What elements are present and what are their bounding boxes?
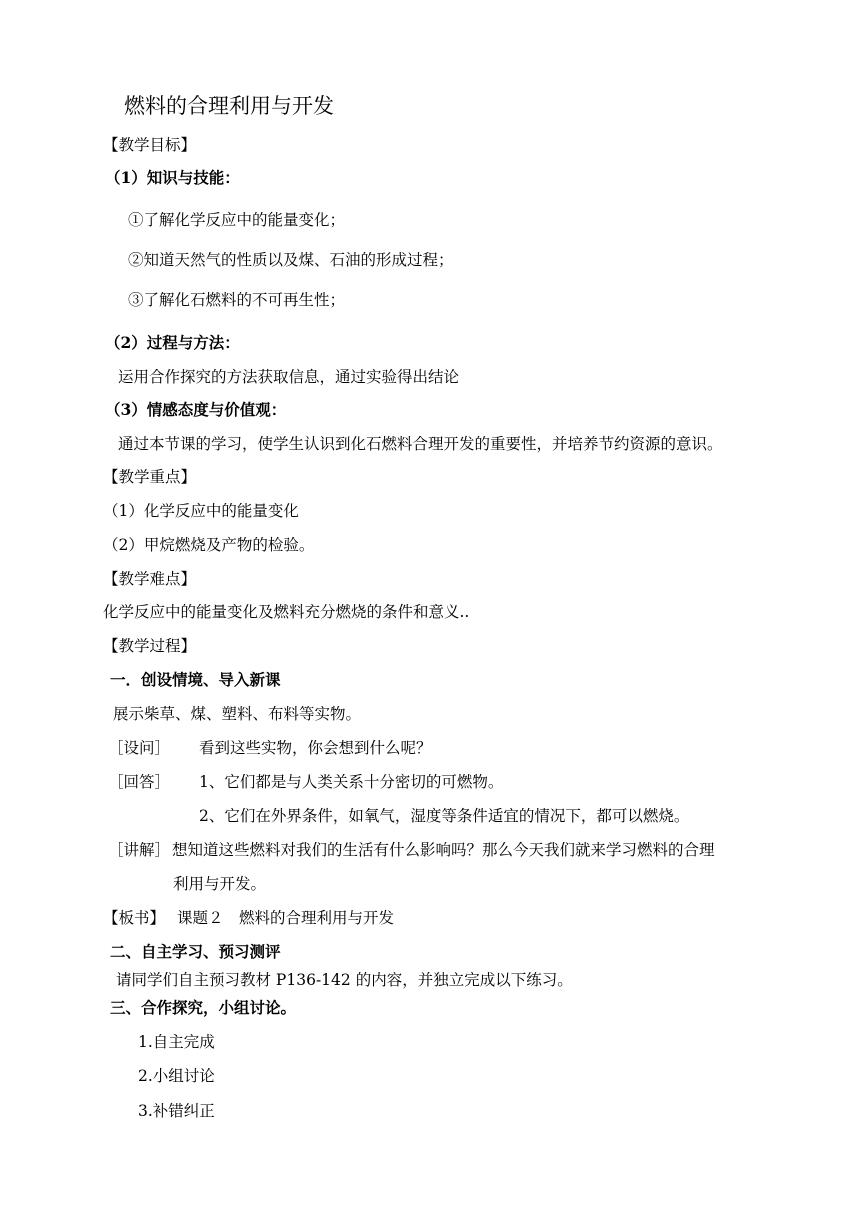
key-item: （2）甲烷燃烧及产物的检验。	[103, 536, 315, 554]
board-text: 课题２ 燃料的合理利用与开发	[177, 909, 395, 927]
process-main-heading: 【教学过程】	[103, 637, 197, 655]
section2-text: 请同学们自主预习教材 P136-142 的内容，并独立完成以下练习。	[116, 971, 573, 989]
ask-text: 看到这些实物，你会想到什么呢？	[199, 739, 432, 757]
key-heading: 【教学重点】	[103, 468, 197, 486]
explain-line: 利用与开发。	[173, 875, 267, 893]
ask-row	[108, 738, 432, 758]
doc-title: 燃料的合理利用与开发	[124, 94, 334, 118]
knowledge-item: ①了解化学反应中的能量变化；	[128, 211, 346, 229]
emotion-text: 通过本节课的学习，使学生认识到化石燃料合理开发的重要性，并培养节约资源的意识。	[118, 435, 723, 453]
difficulty-text: 化学反应中的能量变化及燃料充分燃烧的条件和意义..	[103, 603, 470, 621]
process-heading: （2）过程与方法：	[105, 333, 240, 352]
answer-row	[108, 772, 503, 792]
knowledge-item: ②知道天然气的性质以及煤、石油的形成过程；	[128, 251, 454, 269]
objectives-heading: 【教学目标】	[103, 136, 197, 154]
section2-heading: 二、自主学习、预习测评	[110, 942, 281, 961]
knowledge-item: ③了解化石燃料的不可再生性；	[128, 291, 346, 309]
ask-tag: ［设问］	[108, 739, 171, 757]
section3-item: 3.补错纠正	[138, 1102, 215, 1120]
answer-item: 2、它们在外界条件，如氧气，湿度等条件适宜的情况下，都可以燃烧。	[199, 807, 690, 825]
explain-tag: ［讲解］	[108, 841, 171, 859]
section1-text: 展示柴草、煤、塑料、布料等实物。	[113, 705, 362, 723]
key-item: （1）化学反应中的能量变化	[103, 502, 299, 520]
emotion-heading: （3）情感态度与价值观：	[105, 400, 287, 419]
section3-item: 2.小组讨论	[138, 1067, 215, 1085]
board-row	[103, 908, 394, 928]
section3-item: 1.自主完成	[138, 1033, 215, 1051]
difficulty-heading: 【教学难点】	[103, 570, 197, 588]
knowledge-heading: （1）知识与技能：	[105, 168, 240, 187]
board-tag: 【板书】	[103, 909, 166, 927]
answer-tag: ［回答］	[108, 773, 171, 791]
explain-row	[108, 840, 715, 860]
section1-heading: 一．创设情境、导入新课	[110, 670, 281, 689]
answer-item: 1、它们都是与人类关系十分密切的可燃物。	[199, 773, 504, 791]
section3-heading: 三、合作探究，小组讨论。	[110, 998, 297, 1017]
explain-line: 想知道这些燃料对我们的生活有什么影响吗？那么今天我们就来学习燃料的合理	[172, 841, 715, 859]
process-text: 运用合作探究的方法获取信息，通过实验得出结论	[118, 368, 460, 386]
